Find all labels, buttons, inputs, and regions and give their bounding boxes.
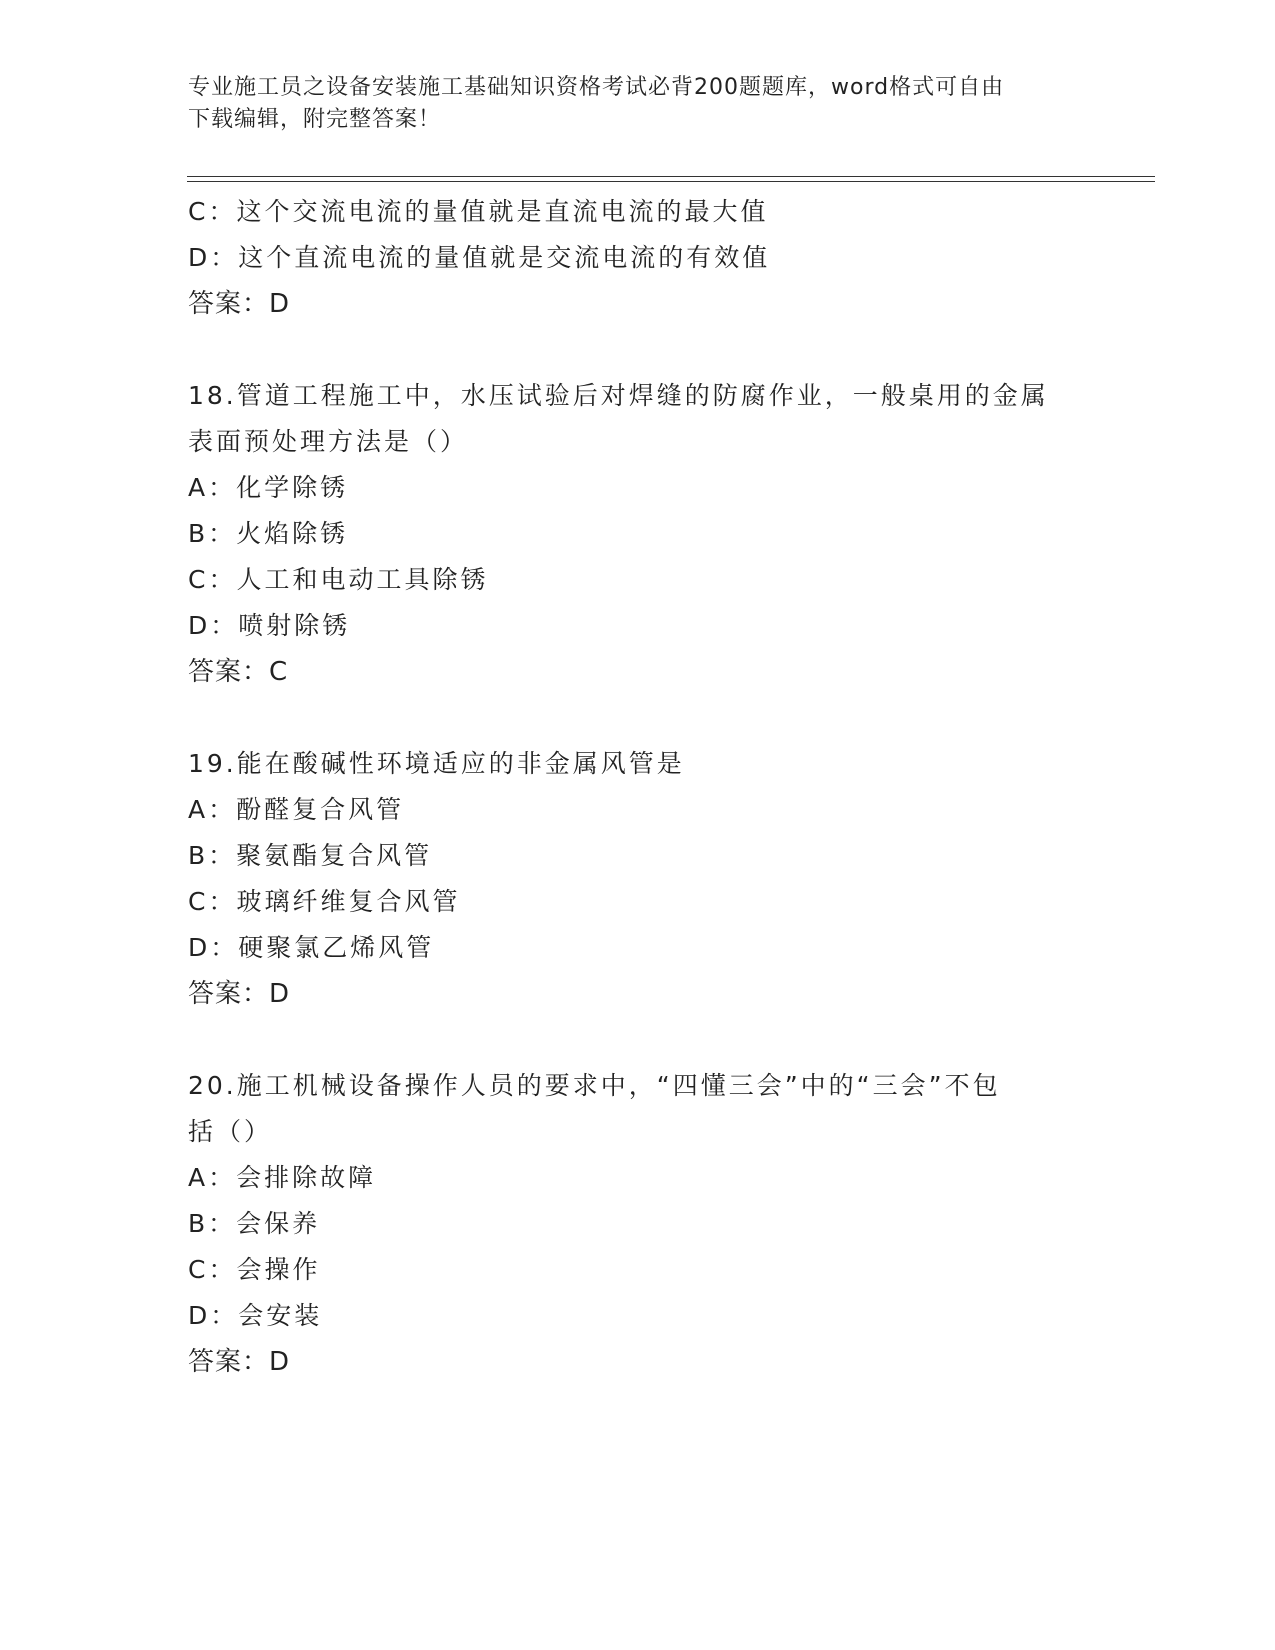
question-19 <box>188 741 1088 1017</box>
document-header <box>188 72 1068 136</box>
option-b: B：会保养 <box>188 1209 321 1238</box>
question-stem: 表面预处理方法是（） <box>188 427 469 456</box>
header-line-2: 下载编辑，附完整答案！ <box>188 107 442 132</box>
question-20 <box>188 1063 1088 1385</box>
spacer <box>188 1017 1088 1063</box>
answer-line: 答案：D <box>188 1347 291 1377</box>
header-divider-top <box>187 176 1155 177</box>
answer-line: 答案：C <box>188 657 289 687</box>
question-18 <box>188 373 1088 695</box>
option-b: B：聚氨酯复合风管 <box>188 841 433 870</box>
option-b: B：火焰除锈 <box>188 519 349 548</box>
option-a: A：酚醛复合风管 <box>188 795 405 824</box>
header-divider-bottom <box>187 181 1155 182</box>
spacer <box>188 327 1088 373</box>
previous-question-block <box>188 189 1088 327</box>
option-c: C：人工和电动工具除锈 <box>188 565 489 594</box>
header-line-1: 专业施工员之设备安装施工基础知识资格考试必背200题题库，word格式可自由 <box>188 75 1005 100</box>
option-a: A：会排除故障 <box>188 1163 377 1192</box>
question-stem: 18.管道工程施工中，水压试验后对焊缝的防腐作业，一般桌用的金属 <box>188 381 1049 410</box>
question-stem: 19.能在酸碱性环境适应的非金属风管是 <box>188 749 685 778</box>
question-content <box>188 189 1088 1385</box>
answer-line: 答案：D <box>188 289 291 319</box>
option-d: D：这个直流电流的量值就是交流电流的有效值 <box>188 243 771 272</box>
option-c: C：这个交流电流的量值就是直流电流的最大值 <box>188 197 769 226</box>
option-d: D：硬聚氯乙烯风管 <box>188 933 435 962</box>
option-d: D：喷射除锈 <box>188 611 351 640</box>
option-c: C：会操作 <box>188 1255 321 1284</box>
question-stem: 20.施工机械设备操作人员的要求中，“四懂三会”中的“三会”不包 <box>188 1071 1001 1100</box>
answer-line: 答案：D <box>188 979 291 1009</box>
option-a: A：化学除锈 <box>188 473 349 502</box>
question-stem: 括（） <box>188 1117 273 1146</box>
option-c: C：玻璃纤维复合风管 <box>188 887 461 916</box>
spacer <box>188 695 1088 741</box>
option-d: D：会安装 <box>188 1301 323 1330</box>
